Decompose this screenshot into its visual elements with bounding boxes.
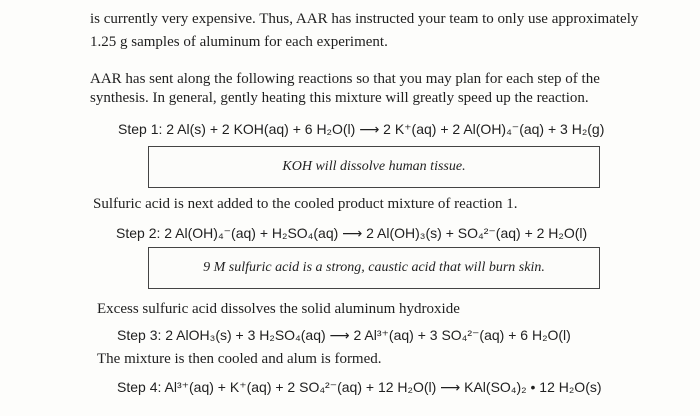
step-4-label: Step 4: [117, 379, 162, 395]
step-2-equation: 2 Al(OH)₄⁻(aq) + H₂SO₄(aq) ⟶ 2 Al(OH)₃(s) + SO₄²⁻(aq) + 2 H₂O(l) [164, 225, 588, 241]
excess-text: Excess sulfuric acid dissolves the solid aluminum hydroxide [97, 301, 460, 317]
cooled-text: The mixture is then cooled and alum is formed. [97, 351, 382, 367]
step-1-label: Step 1: [118, 121, 163, 137]
warning-text-2: 9 M sulfuric acid is a strong, caustic acid that will burn skin. [203, 260, 545, 275]
step-2-label: Step 2: [116, 225, 161, 241]
step-3-label: Step 3: [117, 327, 162, 343]
step-3 [117, 326, 571, 344]
step-1-equation: 2 Al(s) + 2 KOH(aq) + 6 H₂O(l) ⟶ 2 K⁺(aq) + 2 Al(OH)₄⁻(aq) + 3 H₂(g) [166, 121, 605, 137]
intro-line-1: is currently very expensive. Thus, AAR has instructed your team to only use approximately [90, 11, 639, 27]
step-4 [117, 378, 602, 396]
step-4-equation: Al³⁺(aq) + K⁺(aq) + 2 SO₄²⁻(aq) + 12 H₂O(l) ⟶ KAl(SO₄)₂ • 12 H₂O(s) [164, 379, 602, 395]
warning-box-1 [148, 146, 600, 188]
warning-text-1: KOH will dissolve human tissue. [282, 159, 466, 174]
sulfuric-intro: Sulfuric acid is next added to the cooled product mixture of reaction 1. [93, 196, 518, 212]
para2-line-2: synthesis. In general, gently heating this mixture will greatly speed up the reaction. [90, 90, 589, 106]
step-1 [118, 120, 604, 138]
warning-box-2 [148, 247, 600, 289]
intro-line-2: 1.25 g samples of aluminum for each experiment. [90, 34, 388, 50]
para2-line-1: AAR has sent along the following reactions so that you may plan for each step of the [90, 71, 600, 87]
step-2 [116, 224, 587, 242]
step-3-equation: 2 AlOH₃(s) + 3 H₂SO₄(aq) ⟶ 2 Al³⁺(aq) + 3 SO₄²⁻(aq) + 6 H₂O(l) [165, 327, 571, 343]
